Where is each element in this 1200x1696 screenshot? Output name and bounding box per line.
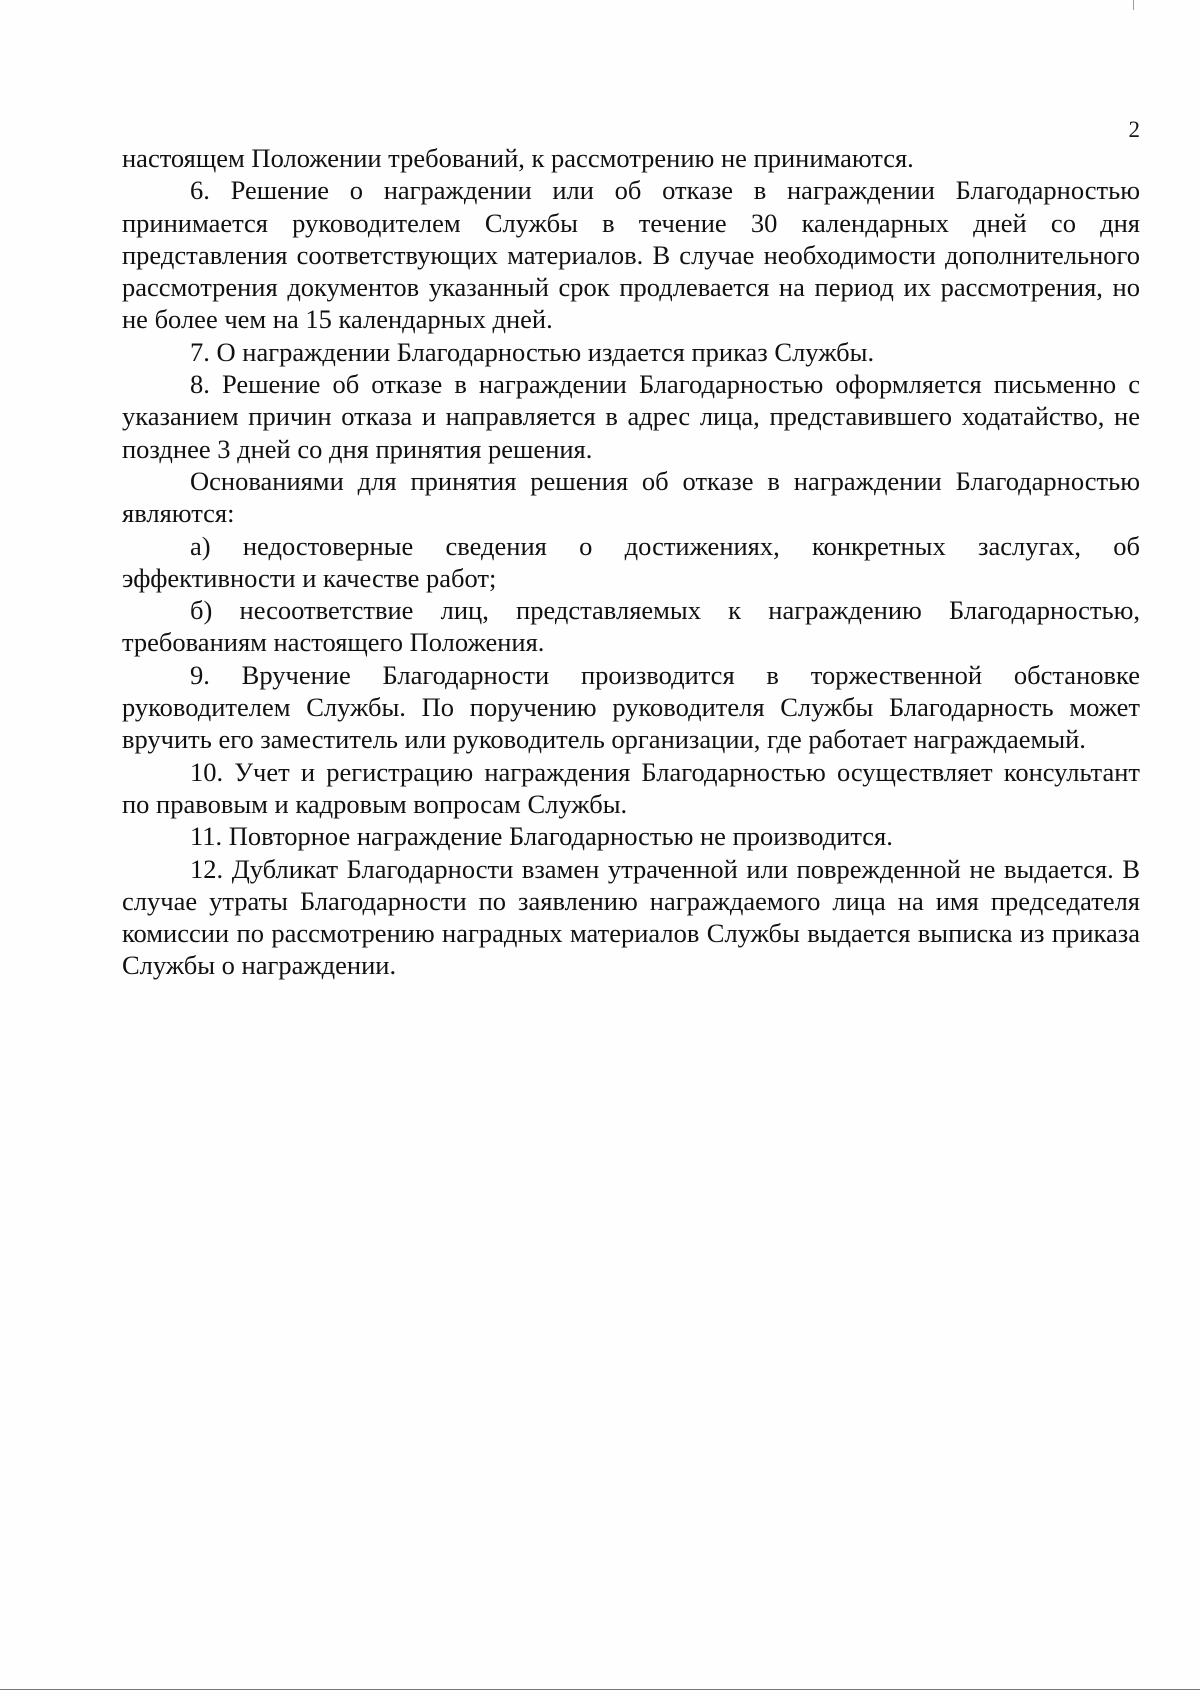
paragraph-item-9: 9. Вручение Благодарности производится в торжественной обстановке руководителем Службы. По поручению руководителя Службы Благодарность может вручить его заместитель или руководитель организации, где работает награждаемый. bbox=[122, 659, 1140, 755]
paragraph-item-12: 12. Дубликат Благодарности взамен утраченной или поврежденной не выдается. В случае утраты Благодарности по заявлению награждаемого лица на имя председателя комиссии по рассмотрению наградных материалов Службы выдается выписка из приказа Службы о награждении. bbox=[122, 853, 1140, 981]
paragraph-item-11: 11. Повторное награждение Благодарностью не производится. bbox=[190, 821, 893, 852]
paragraph-item-6: 6. Решение о награждении или об отказе в награждении Благодарностью принимается руководителем Службы в течение 30 календарных дней со дня представления соответствующих материалов. В случае необходимости дополнительного рассмотрения документов указанный срок продлевается на период их рассмотрения, но не более чем на 15 календарных дней. bbox=[122, 175, 1140, 335]
paragraph-refusal-grounds: Основаниями для принятия решения об отказе в награждении Благодарностью являются: bbox=[122, 465, 1140, 529]
page-number: 2 bbox=[1128, 117, 1140, 142]
paragraph-item-10: 10. Учет и регистрацию награждения Благодарностью осуществляет консультант по правовым и кадровым вопросам Службы. bbox=[122, 756, 1140, 819]
paragraph-item-7: 7. О награждении Благодарностью издается приказ Службы. bbox=[190, 336, 875, 367]
document-body bbox=[122, 142, 1140, 982]
page-bottom-edge bbox=[0, 1689, 1200, 1690]
scan-artifact-mark bbox=[1133, 0, 1134, 10]
paragraph-continuation: настоящем Положении требований, к рассмотрению не принимаются. bbox=[122, 143, 914, 173]
paragraph-ground-a: а) недостоверные сведения о достижениях, конкретных заслугах, об эффективности и качестве работ; bbox=[122, 530, 1140, 593]
paragraph-ground-b: б) несоответствие лиц, представляемых к награждению Благодарностью, требованиям настоящего Положения. bbox=[122, 595, 1140, 658]
paragraph-item-8: 8. Решение об отказе в награждении Благодарностью оформляется письменно с указанием причин отказа и направляется в адрес лица, представившего ходатайство, не позднее 3 дней со дня принятия решения. bbox=[122, 369, 1140, 464]
